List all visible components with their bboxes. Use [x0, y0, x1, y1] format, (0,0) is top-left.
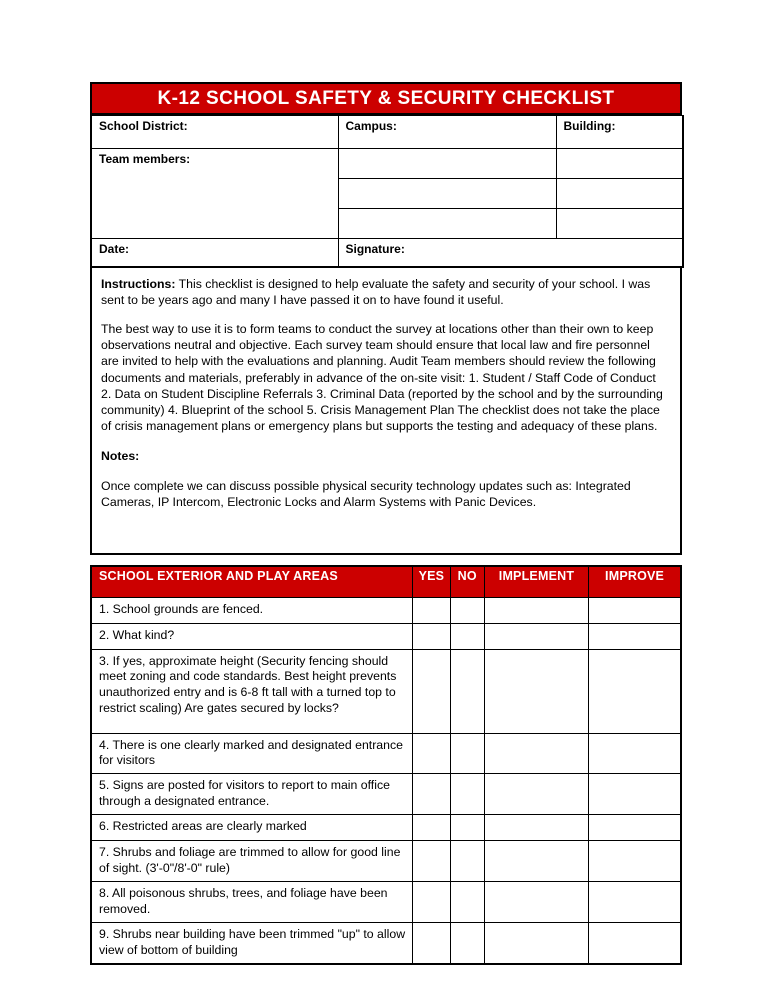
notes-label: Notes: [101, 449, 140, 464]
page-title: K-12 SCHOOL SAFETY & SECURITY CHECKLIST [157, 88, 615, 109]
checkbox-cell-no[interactable] [450, 733, 484, 774]
table-row [91, 649, 681, 733]
team-members-cell[interactable]: Team members: [91, 149, 338, 239]
checkbox-cell-implement[interactable] [484, 649, 588, 733]
instructions-body-paragraph: The best way to use it is to form teams to conduct the survey at locations other than their own to keep observations neutral and objective. Each survey team should ensure that local law and fire personnel are invited to help with the evaluations and planning. Audit Team members should review the following documents and materials, preferably in advance of the on-site visit: 1. Student / Staff Code of Conduct 2. Data on Student Discipline Referrals 3. Criminal Data (reported by the school and by the surrounding community) 4. Blueprint of the school 5. Crisis Management Plan The checklist does not take the place of crisis management plans or emergency plans but supports the testing and adequacy of these plans. [101, 321, 663, 434]
checkbox-cell-yes[interactable] [412, 882, 450, 923]
instructions-label: Instructions: [101, 276, 176, 291]
checkbox-cell-implement[interactable] [484, 882, 588, 923]
checkbox-cell-improve[interactable] [589, 623, 681, 649]
signature-cell[interactable]: Signature: [338, 239, 683, 267]
checkbox-cell-implement[interactable] [484, 774, 588, 815]
checklist-item-label: 7. Shrubs and foliage are trimmed to allow for good line of sight. (3'-0"/8'-0" rule) [91, 841, 412, 882]
checkbox-cell-no[interactable] [450, 649, 484, 733]
column-header-no: NO [450, 566, 484, 598]
table-row [91, 815, 681, 841]
checkbox-cell-implement[interactable] [484, 841, 588, 882]
checklist-item-label: 3. If yes, approximate height (Security fencing should meet zoning and code standards. Best height prevents unauthorized entry and is 6-8 ft tall with a turned top to restrict scaling) Are gates secured by locks? [91, 649, 412, 733]
instructions-lead-paragraph [101, 276, 668, 308]
checkbox-cell-no[interactable] [450, 923, 484, 964]
checkbox-cell-improve[interactable] [589, 923, 681, 964]
table-row [91, 597, 681, 623]
checkbox-cell-implement[interactable] [484, 923, 588, 964]
table-row [91, 733, 681, 774]
table-row [91, 116, 683, 149]
checklist-section-title: SCHOOL EXTERIOR AND PLAY AREAS [91, 566, 412, 598]
checkbox-cell-no[interactable] [450, 774, 484, 815]
table-row [91, 882, 681, 923]
table-row [91, 774, 681, 815]
checkbox-cell-improve[interactable] [589, 597, 681, 623]
checkbox-cell-no[interactable] [450, 815, 484, 841]
instructions-lead-text: This checklist is designed to help evaluate the safety and security of your school. I was sent to be years ago and many I have passed it on to have found it useful. [101, 276, 651, 307]
checklist-item-label: 6. Restricted areas are clearly marked [91, 815, 412, 841]
team-member-name-3[interactable] [338, 209, 556, 239]
table-row [91, 841, 681, 882]
checkbox-cell-no[interactable] [450, 597, 484, 623]
checkbox-cell-yes[interactable] [412, 623, 450, 649]
checkbox-cell-no[interactable] [450, 841, 484, 882]
checkbox-cell-improve[interactable] [589, 649, 681, 733]
column-header-improve: IMPROVE [589, 566, 681, 598]
section-divider [90, 555, 682, 565]
checkbox-cell-yes[interactable] [412, 733, 450, 774]
instructions-block [90, 268, 682, 555]
checkbox-cell-yes[interactable] [412, 774, 450, 815]
identification-table [90, 115, 684, 268]
table-row [91, 239, 683, 267]
team-member-building-2[interactable] [556, 179, 683, 209]
checklist-item-label: 2. What kind? [91, 623, 412, 649]
checkbox-cell-yes[interactable] [412, 841, 450, 882]
checklist-item-label: 8. All poisonous shrubs, trees, and foliage have been removed. [91, 882, 412, 923]
checkbox-cell-implement[interactable] [484, 733, 588, 774]
checklist-header-row [91, 566, 681, 598]
notes-text: Once complete we can discuss possible physical security technology updates such as: Integrated Cameras, IP Intercom, Electronic Locks and Alarm Systems with Panic Devices. [101, 478, 631, 509]
team-member-name-2[interactable] [338, 179, 556, 209]
team-member-building-1[interactable] [556, 149, 683, 179]
checkbox-cell-improve[interactable] [589, 841, 681, 882]
building-cell[interactable]: Building: [556, 116, 683, 149]
checklist-item-label: 9. Shrubs near building have been trimmed "up" to allow view of bottom of building [91, 923, 412, 964]
checklist-form [90, 82, 682, 965]
checkbox-cell-improve[interactable] [589, 815, 681, 841]
checkbox-cell-yes[interactable] [412, 649, 450, 733]
checkbox-cell-improve[interactable] [589, 733, 681, 774]
checkbox-cell-implement[interactable] [484, 815, 588, 841]
checkbox-cell-yes[interactable] [412, 597, 450, 623]
checkbox-cell-improve[interactable] [589, 774, 681, 815]
date-cell[interactable]: Date: [91, 239, 338, 267]
campus-cell[interactable]: Campus: [338, 116, 556, 149]
checkbox-cell-implement[interactable] [484, 597, 588, 623]
checkbox-cell-implement[interactable] [484, 623, 588, 649]
checklist-table [90, 565, 682, 966]
table-row [91, 149, 683, 179]
table-row [91, 623, 681, 649]
school-district-cell[interactable]: School District: [91, 116, 338, 149]
checkbox-cell-yes[interactable] [412, 815, 450, 841]
checkbox-cell-no[interactable] [450, 623, 484, 649]
checkbox-cell-yes[interactable] [412, 923, 450, 964]
team-member-name-1[interactable] [338, 149, 556, 179]
column-header-implement: IMPLEMENT [484, 566, 588, 598]
checklist-item-label: 1. School grounds are fenced. [91, 597, 412, 623]
table-row [91, 923, 681, 964]
team-member-building-3[interactable] [556, 209, 683, 239]
checklist-item-label: 5. Signs are posted for visitors to report to main office through a designated entrance. [91, 774, 412, 815]
checklist-item-label: 4. There is one clearly marked and designated entrance for visitors [91, 733, 412, 774]
checkbox-cell-no[interactable] [450, 882, 484, 923]
document-title-banner [90, 82, 682, 115]
column-header-yes: YES [412, 566, 450, 598]
checkbox-cell-improve[interactable] [589, 882, 681, 923]
